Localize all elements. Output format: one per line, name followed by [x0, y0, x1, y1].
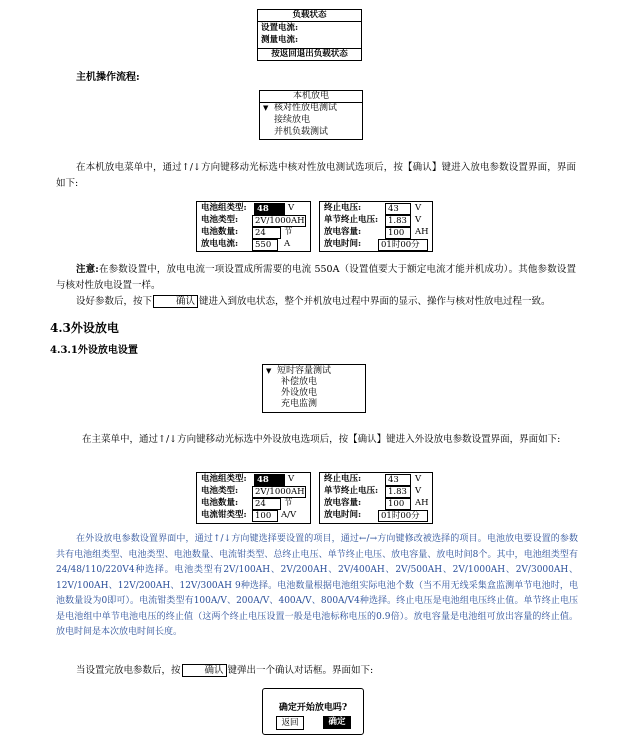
confirm-text-a: 设好参数后，按下: [76, 296, 153, 307]
confirm-text-b: 键进入到放电状态，整个并机放电过程中界面的显示、操作与核对性放电过程一致。: [199, 296, 551, 307]
ext-battery-type-label: 电池类型:: [201, 486, 239, 496]
menu-item-external-discharge[interactable]: 外设放电: [281, 388, 318, 398]
ext-discharge-time-label: 放电时间:: [324, 510, 362, 520]
note-label: 注意:: [76, 264, 99, 275]
main-menu: [262, 364, 366, 413]
ext-end-voltage-value[interactable]: 43: [385, 474, 411, 486]
cell-end-voltage-value[interactable]: 1.83: [385, 215, 411, 227]
paragraph-confirm-dialog: [56, 663, 576, 679]
ext-battery-count-unit: 节: [284, 498, 293, 508]
ext-battery-group-type-value[interactable]: 48: [254, 474, 285, 486]
note-text: 在参数设置中，放电电流一项设置成所需要的电流 550A（设置值要大于额定电流才能并机成功）。其他参数设置与核对性放电设置一样。: [56, 264, 576, 291]
load-status-footer: 按返回退出负载状态: [258, 48, 361, 60]
ext-battery-count-label: 电池数量:: [201, 498, 239, 508]
clamp-type-value[interactable]: 100: [252, 510, 278, 522]
measured-current-label: 测量电流:: [261, 35, 299, 45]
menu-item-parallel-load-test[interactable]: 并机负载测试: [274, 127, 329, 137]
host-discharge-menu: [259, 90, 363, 140]
cell-end-voltage-unit: V: [415, 215, 422, 225]
confirm-key-label: 确认: [153, 295, 198, 308]
discharge-capacity-unit: AH: [415, 227, 429, 237]
clamp-type-unit: A/V: [281, 510, 297, 520]
battery-count-value[interactable]: 24: [252, 227, 281, 239]
discharge-capacity-label: 放电容量:: [324, 227, 362, 237]
ext-battery-type-value[interactable]: 2V/1000AH: [252, 486, 306, 498]
cell-end-voltage-label: 单节终止电压:: [324, 215, 379, 225]
end-voltage-unit: V: [415, 203, 422, 213]
discharge-time-label: 放电时间:: [324, 239, 362, 249]
ext-end-voltage-unit: V: [415, 474, 422, 484]
paragraph-main-menu: 在主菜单中，通过↑/↓方向键移动光标选中外设放电选项后，按【确认】键进入外设放电参数设置界面，界面如下:: [82, 434, 561, 445]
battery-count-label: 电池数量:: [201, 227, 239, 237]
params1-left-panel: [196, 201, 311, 252]
ext-cell-end-voltage-label: 单节终止电压:: [324, 486, 379, 496]
discharge-time-value[interactable]: 01时00分: [378, 239, 428, 251]
section-heading-4-3-1: 4.3.1外设放电设置: [50, 345, 138, 356]
end-voltage-value[interactable]: 43: [385, 203, 411, 215]
ext-discharge-capacity-label: 放电容量:: [324, 498, 362, 508]
battery-group-type-value[interactable]: 48: [254, 203, 285, 215]
paragraph-host-menu: 在本机放电菜单中，通过↑/↓方向键移动光标选中核对性放电测试选项后，按【确认】键进入放电参数设置界面，界面如下:: [56, 162, 576, 189]
ext-battery-count-value[interactable]: 24: [252, 498, 281, 510]
battery-group-type-unit: V: [288, 203, 295, 213]
discharge-current-label: 放电电流:: [201, 239, 239, 249]
paragraph-external-params: 在外设放电参数设置界面中，通过↑/↓方向键选择要设置的项目，通过←/→方向键修改被选择的项目。电池放电要设置的参数共有电池组类型、电池类型、电池数量、电流钳类型、总终止电压、单节终止电压、放电容量、放电时间8个。其中，电池组类型有24/48/110/220V4种选择。电池类型有2V/100AH、2V/200AH、2V/400AH、2V/500AH、2V/1000AH、2V/3000AH、12V/100AH、12V/200AH、12V/300AH 9种选择。电池数量根据电池组实际电池个数（当不用无线采集盒监测单节电池时，电池数量设为0即可）。电流钳类型有100A/V、200A/V、400A/V、800A/V4种选择。终止电压是电池组电压终止值。单节终止电压是电池组中单节电池电压的终止值（这两个终止电压设置一般是电池标称电压的0.9倍）。放电容量是电池组可放出容量的终止值。放电时间是本次放电时间长度。: [56, 534, 578, 637]
load-status-title: 负载状态: [258, 10, 361, 22]
load-status-dialog: [257, 9, 362, 61]
params2-right-panel: [319, 472, 433, 524]
ext-cell-end-voltage-unit: V: [415, 486, 422, 496]
ext-discharge-capacity-value[interactable]: 100: [385, 498, 411, 510]
para4-confirm-key: 确认: [182, 664, 227, 677]
confirm-dialog-question: 确定开始放电吗?: [278, 703, 348, 713]
menu-cursor-icon: ▼: [263, 104, 269, 112]
battery-count-unit: 节: [284, 227, 293, 237]
menu-item-charge-monitor[interactable]: 充电监测: [281, 399, 318, 409]
back-button[interactable]: 返回: [276, 716, 304, 730]
section-heading-4-3: 4.3外设放电: [50, 321, 119, 335]
menu-item-verify-discharge[interactable]: 核对性放电测试: [274, 103, 338, 113]
discharge-capacity-value[interactable]: 100: [385, 227, 411, 239]
para4-text-b: 键弹出一个确认对话框。界面如下:: [227, 665, 374, 676]
confirm-dialog: [262, 688, 364, 735]
para4-text-a: 当设置完放电参数后，按: [76, 665, 181, 676]
params1-right-panel: [319, 201, 433, 252]
battery-group-type-label: 电池组类型:: [201, 203, 247, 213]
battery-type-label: 电池类型:: [201, 215, 239, 225]
discharge-current-value[interactable]: 550: [252, 239, 278, 251]
set-current-label: 设置电流:: [261, 23, 299, 33]
menu-item-short-capacity-test[interactable]: 短时容量测试: [277, 366, 332, 376]
menu-item-compensation-discharge[interactable]: 补偿放电: [281, 377, 318, 387]
ext-end-voltage-label: 终止电压:: [324, 474, 362, 484]
battery-type-value[interactable]: 2V/1000AH: [252, 215, 306, 227]
ext-battery-group-type-unit: V: [288, 474, 295, 484]
ext-discharge-capacity-unit: AH: [415, 498, 429, 508]
main-menu-cursor-icon: ▼: [266, 367, 272, 375]
ext-discharge-time-value[interactable]: 01时00分: [378, 510, 428, 522]
menu-item-continue-discharge[interactable]: 接续放电: [274, 115, 311, 125]
host-flow-heading: 主机操作流程:: [76, 72, 140, 83]
paragraph-note: [56, 262, 576, 294]
paragraph-confirm: [56, 294, 596, 310]
ok-button[interactable]: 确定: [323, 716, 351, 729]
ext-cell-end-voltage-value[interactable]: 1.83: [385, 486, 411, 498]
discharge-current-unit: A: [284, 239, 291, 249]
ext-battery-group-type-label: 电池组类型:: [201, 474, 247, 484]
end-voltage-label: 终止电压:: [324, 203, 362, 213]
params2-left-panel: [196, 472, 311, 524]
clamp-type-label: 电流钳类型:: [201, 510, 247, 520]
host-menu-title: 本机放电: [260, 91, 362, 103]
